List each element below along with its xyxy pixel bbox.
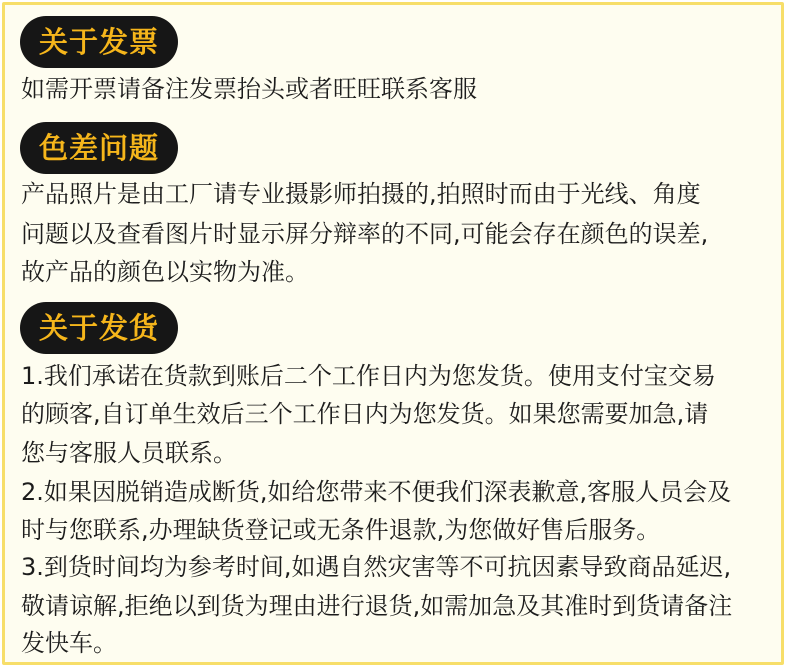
notice-card	[2, 2, 784, 665]
section-heading-color-difference: 色差问题	[20, 122, 178, 174]
color-text-line: 问题以及查看图片时显示屏分辩率的不同,可能会存在颜色的误差,	[21, 220, 709, 248]
shipping-text-line: 的顾客,自订单生效后三个工作日内为您发货。如果您需要加急,请	[21, 400, 709, 428]
shipping-text-line: 发快车。	[21, 629, 117, 657]
color-text-line: 产品照片是由工厂请专业摄影师拍摄的,拍照时而由于光线、角度	[21, 180, 701, 208]
shipping-text-line: 敬请谅解,拒绝以到货为理由进行退货,如需加急及其准时到货请备注	[21, 592, 733, 620]
shipping-text-line: 您与客服人员联系。	[21, 439, 237, 467]
shipping-text-line: 1.我们承诺在货款到账后二个工作日内为您发货。使用支付宝交易	[21, 362, 716, 390]
section-heading-invoice: 关于发票	[20, 16, 178, 68]
section-heading-shipping: 关于发货	[20, 302, 178, 354]
color-text-line: 故产品的颜色以实物为准。	[21, 258, 309, 286]
invoice-text-line: 如需开票请备注发票抬头或者旺旺联系客服	[21, 75, 477, 103]
shipping-text-line: 时与您联系,办理缺货登记或无条件退款,为您做好售后服务。	[21, 516, 661, 544]
shipping-text-line: 2.如果因脱销造成断货,如给您带来不便我们深表歉意,客服人员会及	[21, 478, 732, 506]
shipping-text-line: 3.到货时间均为参考时间,如遇自然灾害等不可抗因素导致商品延迟,	[21, 553, 732, 581]
